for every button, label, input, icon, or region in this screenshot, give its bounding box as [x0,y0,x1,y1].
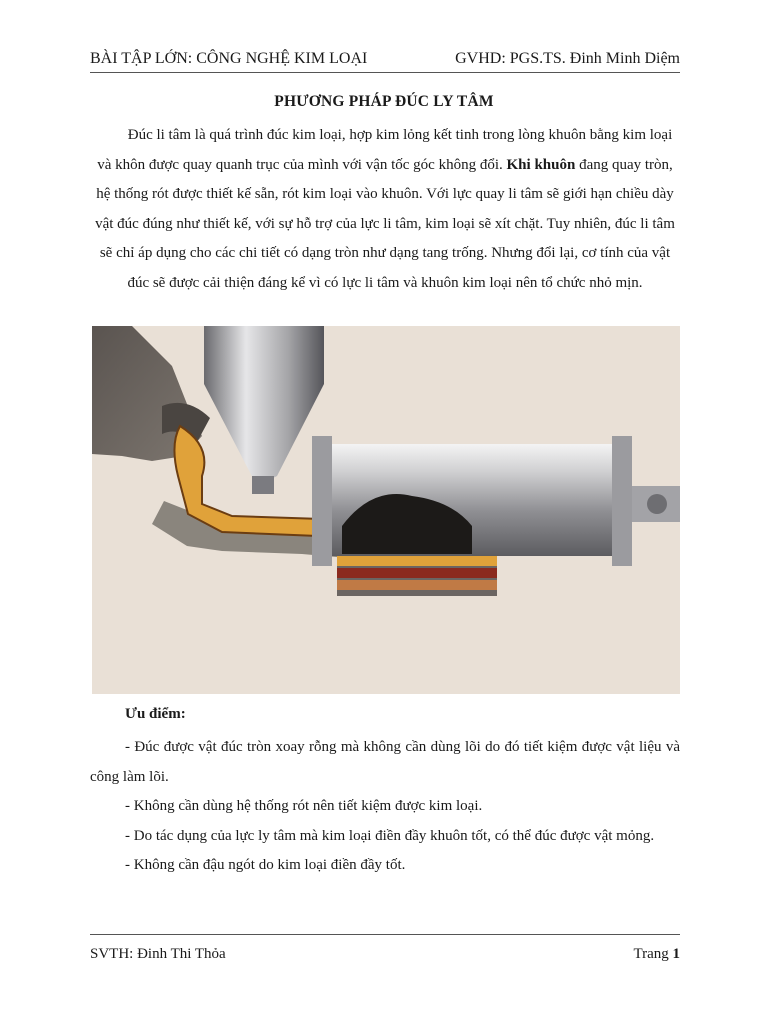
advantages-heading: Ưu điểm: [125,706,186,722]
nozzle-cone [204,384,324,486]
page-header [90,42,680,73]
footer-student: SVTH: Đinh Thi Thỏa [90,946,226,962]
advantage-item-3: - Do tác dụng của lực ly tâm mà kim loại điền đầy khuôn tốt, có thể đúc được vật mỏng. [125,827,655,844]
header-course-title: BÀI TẬP LỚN: CÔNG NGHỆ KIM LOẠI [90,50,368,67]
advantage-item-1: - Đúc được vật đúc tròn xoay rỗng mà không cần dùng lõi do đó tiết kiệm được vật liệu và công làm lõi. [90,739,680,785]
advantages-list [90,733,680,881]
page-footer [90,934,680,963]
casting-layer-3 [337,568,497,578]
intro-text-bold: Khi khuôn [506,156,576,173]
casting-layer-2 [337,556,497,566]
footer-page [633,946,680,963]
shaft-bolt [647,494,667,514]
advantage-item-2: - Không cần dùng hệ thống rót nên tiết kiệm được kim loại. [125,798,483,814]
intro-text-2: đang quay tròn, hệ thống rót được thiết kế sẵn, rót kim loại vào khuôn. Với lực quay li tâm sẽ giới hạn chiều dày vật đúc đúng như thiết kế, với sự hỗ trợ của lực li tâm, kim loại sẽ xít chặt. Tuy nhiên, đúc li tâm sẽ chỉ áp dụng cho các chi tiết có dạng tròn như dạng tang trống. Nhưng đổi lại, cơ tính của vật đúc sẽ được cải thiện đáng kể vì có lực li tâm và khuôn kim loại nên tổ chức nhỏ mịn. [95,156,675,291]
header-supervisor: GVHD: PGS.TS. Đinh Minh Diệm [455,50,680,67]
centrifugal-casting-illustration [92,326,680,694]
mold-flange-right [612,436,632,566]
page-label: Trang [633,946,669,962]
nozzle-tip [252,476,274,494]
casting-layer-4 [337,580,497,590]
page-number: 1 [672,946,680,962]
page-title: PHƯƠNG PHÁP ĐÚC LY TÂM [274,93,494,110]
intro-text-1: Đúc li tâm là quá trình đúc kim loại, hợp kim lỏng kết tinh trong lòng khuôn bằng kim loại và khôn được quay quanh trục của mình với vận tốc góc không đổi. [97,127,673,173]
advantage-item-4: - Không cần đậu ngót do kim loại điền đầy tốt. [125,857,406,873]
nozzle-body [204,326,324,384]
intro-paragraph [90,121,680,299]
mold-flange-left [312,436,332,566]
